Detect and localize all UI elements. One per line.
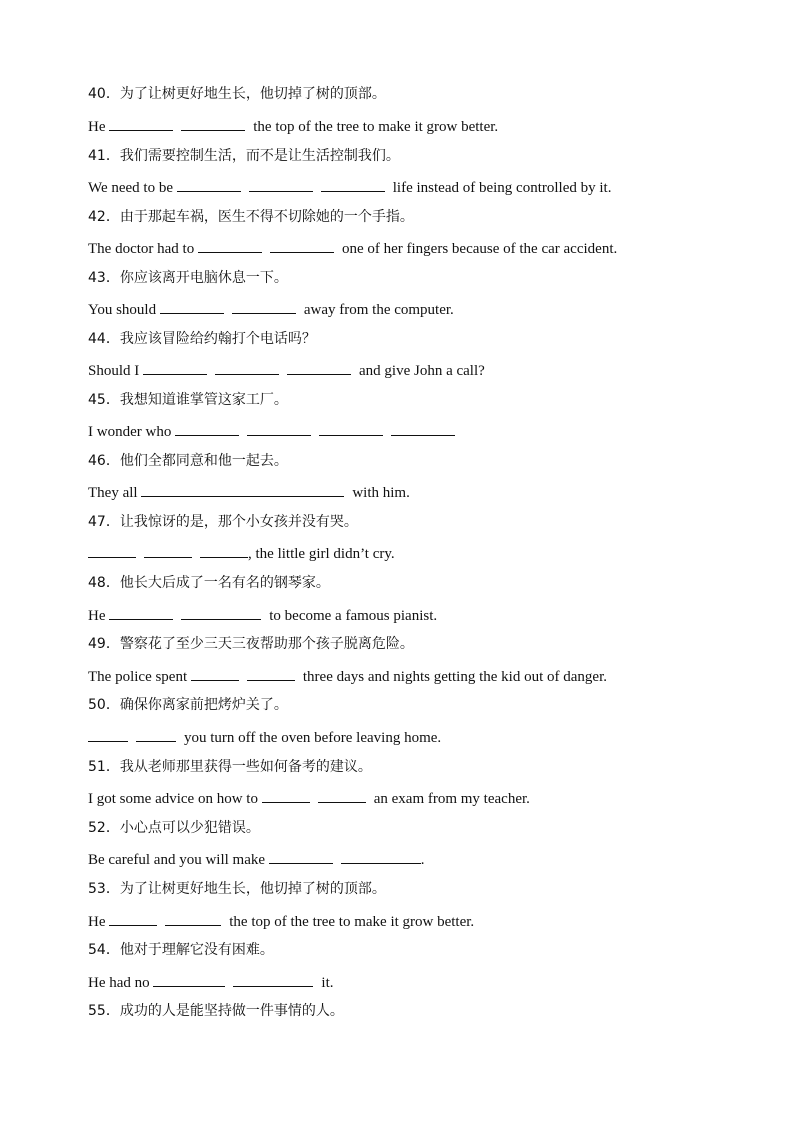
question-45-english — [88, 420, 463, 442]
answer-blank[interactable] — [269, 848, 333, 864]
sentence-text: an exam from my teacher. — [373, 791, 530, 807]
answer-blank[interactable] — [88, 542, 136, 558]
answer-blank[interactable] — [181, 115, 245, 131]
question-41-english — [88, 176, 611, 198]
answer-blank[interactable] — [109, 115, 173, 131]
question-55-chinese: 55．成功的人是能坚持做一件事情的人。 — [88, 1003, 344, 1019]
answer-blank[interactable] — [247, 665, 295, 681]
sentence-text: I wonder who — [88, 424, 176, 440]
sentence-text: You should — [88, 302, 160, 318]
answer-blank[interactable] — [88, 726, 128, 742]
sentence-text: the top of the tree to make it grow better. — [253, 119, 499, 135]
answer-blank[interactable] — [233, 971, 313, 987]
question-46-chinese: 46．他们全都同意和他一起去。 — [88, 453, 288, 469]
sentence-text: He — [88, 914, 110, 930]
sentence-text: They all — [88, 485, 142, 501]
question-46-english — [88, 481, 410, 503]
sentence-text: it. — [321, 975, 334, 991]
sentence-text: I got some advice on how to — [88, 791, 262, 807]
answer-blank[interactable] — [262, 787, 310, 803]
question-51-english — [88, 787, 530, 809]
question-49-chinese: 49．警察花了至少三天三夜帮助那个孩子脱离危险。 — [88, 636, 414, 652]
answer-blank[interactable] — [181, 604, 261, 620]
answer-blank[interactable] — [321, 176, 385, 192]
sentence-text: The police spent — [88, 669, 191, 685]
sentence-text: with him. — [352, 485, 410, 501]
sentence-text: He — [88, 119, 110, 135]
question-51-chinese: 51．我从老师那里获得一些如何备考的建议。 — [88, 759, 372, 775]
question-48-english — [88, 604, 437, 626]
answer-blank[interactable] — [319, 420, 383, 436]
answer-blank[interactable] — [136, 726, 176, 742]
sentence-text: one of her fingers because of the car accident. — [341, 241, 618, 257]
question-40-english — [88, 115, 498, 137]
answer-blank[interactable] — [141, 481, 344, 497]
answer-blank[interactable] — [144, 542, 192, 558]
question-53-chinese: 53．为了让树更好地生长，他切掉了树的顶部。 — [88, 881, 386, 897]
sentence-text: The doctor had to — [88, 241, 198, 257]
answer-blank[interactable] — [109, 910, 157, 926]
sentence-text: Should I — [88, 363, 144, 379]
answer-blank[interactable] — [270, 237, 334, 253]
answer-blank[interactable] — [200, 542, 248, 558]
answer-blank[interactable] — [143, 359, 207, 375]
question-42-english — [88, 237, 617, 259]
answer-blank[interactable] — [247, 420, 311, 436]
question-53-english — [88, 910, 474, 932]
sentence-text: life instead of being controlled by it. — [392, 180, 612, 196]
question-42-chinese: 42．由于那起车祸，医生不得不切除她的一个手指。 — [88, 209, 414, 225]
question-52-chinese: 52．小心点可以少犯错误。 — [88, 820, 260, 836]
sentence-text: the top of the tree to make it grow better. — [229, 914, 475, 930]
sentence-text: He — [88, 608, 110, 624]
sentence-text: , the little girl didn’t cry. — [248, 546, 395, 562]
sentence-text: We need to be — [88, 180, 177, 196]
answer-blank[interactable] — [160, 298, 224, 314]
question-54-english — [88, 971, 334, 993]
question-50-chinese: 50．确保你离家前把烤炉关了。 — [88, 697, 288, 713]
sentence-text: to become a famous pianist. — [269, 608, 438, 624]
answer-blank[interactable] — [391, 420, 455, 436]
sentence-text: and give John a call? — [359, 363, 485, 379]
answer-blank[interactable] — [341, 848, 421, 864]
answer-blank[interactable] — [287, 359, 351, 375]
answer-blank[interactable] — [177, 176, 241, 192]
answer-blank[interactable] — [198, 237, 262, 253]
question-47-english — [88, 542, 395, 564]
question-50-english — [88, 726, 441, 748]
answer-blank[interactable] — [249, 176, 313, 192]
question-48-chinese: 48．他长大后成了一名有名的钢琴家。 — [88, 575, 330, 591]
question-43-english — [88, 298, 454, 320]
question-52-english — [88, 848, 425, 870]
question-47-chinese: 47．让我惊讶的是，那个小女孩并没有哭。 — [88, 514, 358, 530]
answer-blank[interactable] — [109, 604, 173, 620]
answer-blank[interactable] — [215, 359, 279, 375]
sentence-text: Be careful and you will make — [88, 852, 269, 868]
answer-blank[interactable] — [191, 665, 239, 681]
sentence-text: . — [420, 852, 425, 868]
question-43-chinese: 43．你应该离开电脑休息一下。 — [88, 270, 288, 286]
question-41-chinese: 41．我们需要控制生活，而不是让生活控制我们。 — [88, 148, 400, 164]
question-44-chinese: 44．我应该冒险给约翰打个电话吗？ — [88, 331, 316, 347]
sentence-text: three days and nights getting the kid out of danger. — [302, 669, 607, 685]
question-45-chinese: 45．我想知道谁掌管这家工厂。 — [88, 392, 288, 408]
answer-blank[interactable] — [165, 910, 221, 926]
question-54-chinese: 54．他对于理解它没有困难。 — [88, 942, 274, 958]
answer-blank[interactable] — [318, 787, 366, 803]
sentence-text: away from the computer. — [303, 302, 454, 318]
answer-blank[interactable] — [175, 420, 239, 436]
answer-blank[interactable] — [232, 298, 296, 314]
question-49-english — [88, 665, 607, 687]
answer-blank[interactable] — [153, 971, 225, 987]
question-40-chinese: 40．为了让树更好地生长，他切掉了树的顶部。 — [88, 86, 386, 102]
sentence-text: you turn off the oven before leaving home. — [184, 730, 442, 746]
question-44-english — [88, 359, 485, 381]
sentence-text: He had no — [88, 975, 154, 991]
